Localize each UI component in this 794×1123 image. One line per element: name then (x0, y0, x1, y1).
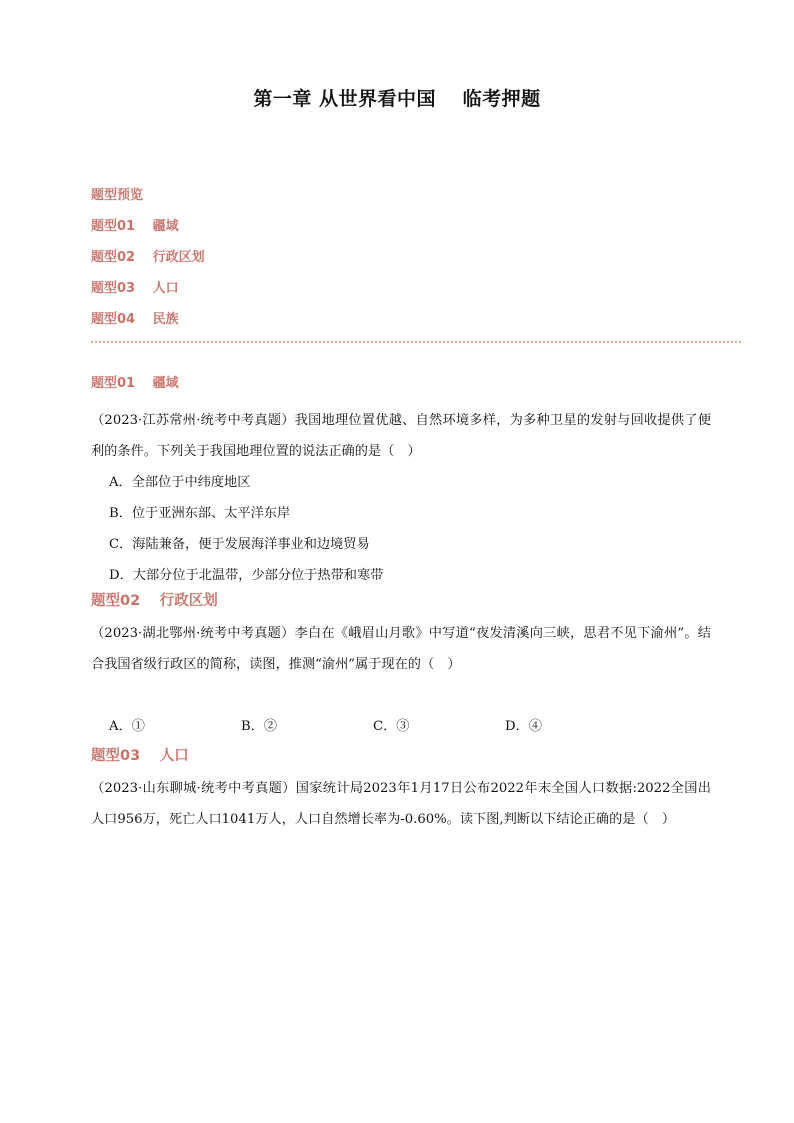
question-text: （2023·江苏常州·统考中考真题）我国地理位置优越、自然环境多样，为多种卫星的发射与回收提供了便利的条件。下列关于我国地理位置的说法正确的是（ ） (91, 413, 711, 459)
toc-item: 题型03 人口 (91, 281, 179, 296)
toc-item: 题型04 民族 (91, 312, 179, 327)
answer-option: C．③ (373, 719, 410, 734)
toc-item: 题型01 疆域 (91, 219, 179, 234)
question-type-overview (91, 185, 205, 340)
toc-item: 题型02 行政区划 (91, 250, 205, 265)
answer-option: B．位于亚洲东部、太平洋东岸 (109, 506, 291, 521)
answer-option: B．② (241, 719, 278, 734)
section-administrative-division (91, 592, 711, 742)
section-heading: 题型03 人口 (91, 748, 189, 764)
page-title: 第一章 从世界看中国 临考押题 (253, 88, 541, 110)
answer-option: A．① (109, 719, 145, 734)
section-heading: 题型02 行政区划 (91, 593, 218, 609)
answer-option: D．大部分位于北温带，少部分位于热带和寒带 (109, 568, 384, 583)
section-territory (91, 374, 711, 591)
dotted-divider (91, 341, 741, 343)
section-population (91, 747, 711, 835)
answer-option: C．海陆兼备，便于发展海洋事业和边境贸易 (109, 537, 370, 552)
toc-heading: 题型预览 (91, 188, 144, 203)
map-figure-placeholder (91, 680, 711, 711)
answer-option: A．全部位于中纬度地区 (109, 475, 251, 490)
section-heading: 题型01 疆域 (91, 376, 179, 391)
question-text: （2023·山东聊城·统考中考真题）国家统计局2023年1月17日公布2022年末全国人口数据:2022全国出人口956万，死亡人口1041万人，人口自然增长率为-0.60%。读下图,判断以下结论正确的是（ ） (91, 781, 711, 827)
answer-option: D．④ (505, 719, 542, 734)
question-text: （2023·湖北鄂州·统考中考真题）李白在《峨眉山月歌》中写道“夜发清溪向三峡，思君不见下渝州”。结合我国省级行政区的简称，读图，推测“渝州”属于现在的（ ） (91, 626, 711, 672)
answer-options-row (91, 711, 711, 742)
